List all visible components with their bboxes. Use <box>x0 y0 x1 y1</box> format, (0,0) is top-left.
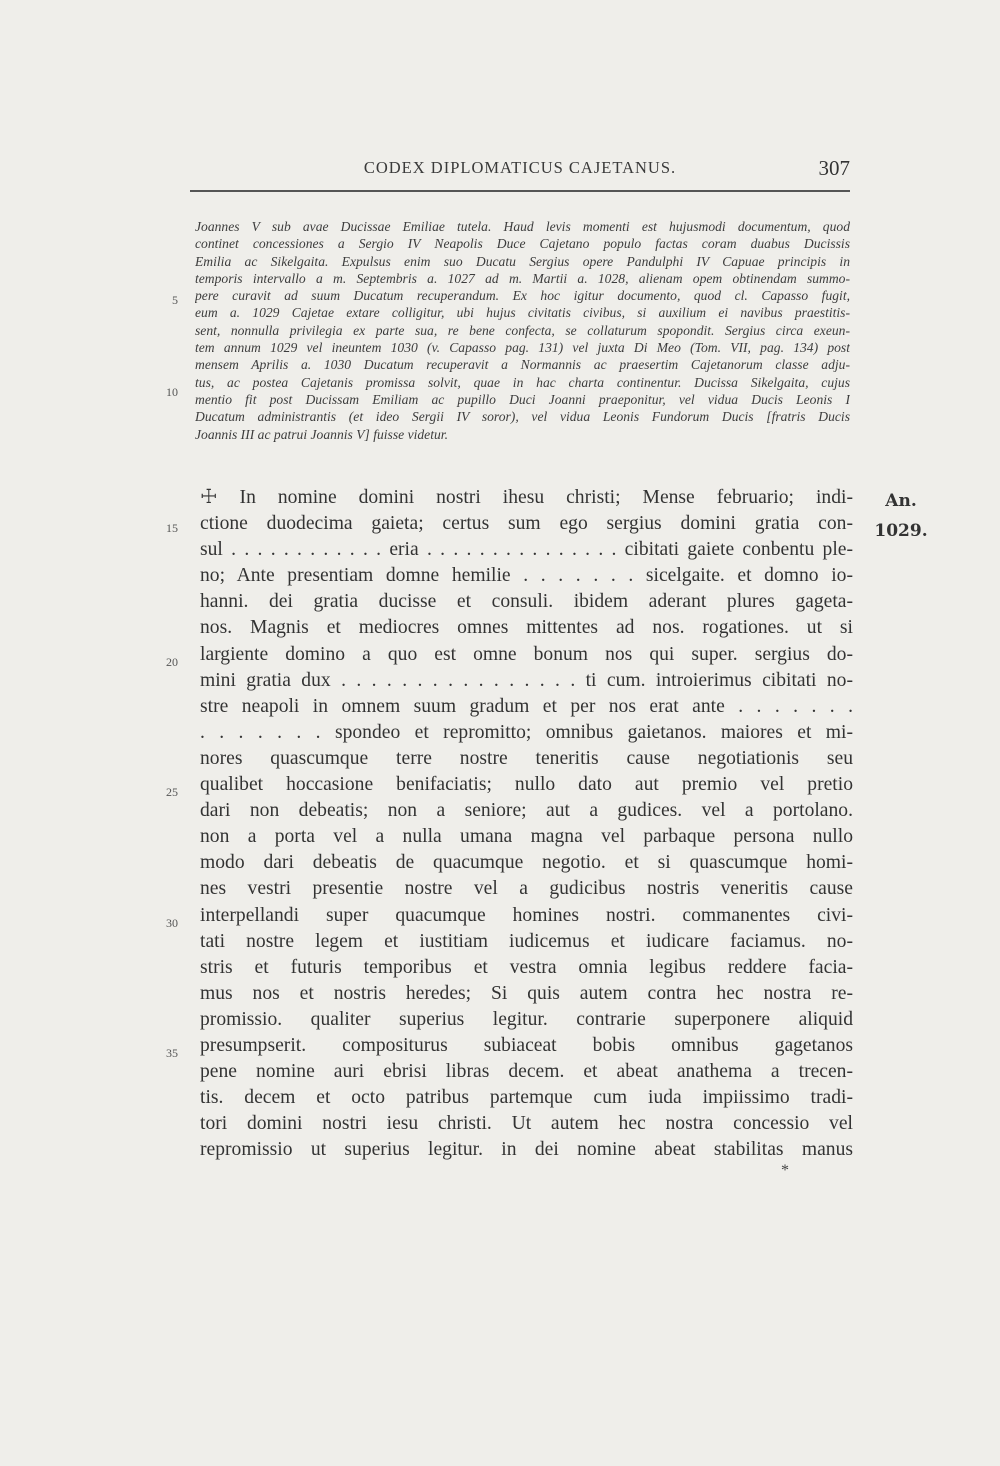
commentary-line: eum a. 1029 Cajetae extare colligitur, ubi hujus civitatis civibus, si auxilium ei navibus praestitis- <box>195 305 850 321</box>
commentary-line: pere curavit ad suum Ducatum recuperandum. Ex hoc igitur documento, quod cl. Capasso fugit, <box>195 288 850 304</box>
line-number: 20 <box>166 655 178 669</box>
signature-mark: * <box>781 1162 789 1179</box>
charter-line: qualibet hoccasione benifaciatis; nullo dato aut premio vel pretio <box>200 774 853 796</box>
charter-line: tati nostre legem et iustitiam iudicemus et iudicare faciamus. no- <box>200 930 853 952</box>
charter-line: pene nomine auri ebrisi libras decem. et abeat anathema a trecen- <box>200 1061 853 1083</box>
charter-line: ctione duodecima gaieta; certus sum ego sergius domini gratia con- <box>200 513 853 535</box>
charter-line: repromissio ut superius legitur. in dei nomine abeat stabilitas manus <box>200 1139 853 1161</box>
charter-line: mini gratia dux . . . . . . . . . . . . . . . . ti cum. introierimus cibitati no- <box>200 669 853 691</box>
commentary-line: temporis intervallo a m. Septembris a. 1027 ad m. Martii a. 1028, alienam opem obtinendam summo- <box>195 270 850 286</box>
commentary-line: tem annum 1029 vel ineuntem 1030 (v. Capasso pag. 131) vel juxta Di Meo (Tom. VII, pag. 134) post <box>195 340 850 356</box>
line-number: 15 <box>166 521 178 535</box>
margin-year-note <box>866 486 936 546</box>
charter-line: tis. decem et octo patribus partemque cum iuda impiissimo tradi- <box>200 1087 853 1109</box>
commentary-line: tus, ac postea Cajetanis promissa solvit, quae in hac charta continentur. Ducissa Sikelgaita, cujus <box>195 374 850 390</box>
charter-line: stre neapoli in omnem suum gradum et per nos erat ante . . . . . . . <box>200 695 853 717</box>
header-rule <box>190 190 850 192</box>
commentary-line: Emilia ac Sikelgaita. Expulsus enim suo Ducatu Sergius opere Pandulphi IV Capuae principis in <box>195 253 850 269</box>
commentary-line: sent, nonnulla privilegia ex parte sua, re bene confecta, se collaturum spopondit. Sergius circa exeun- <box>195 322 850 338</box>
commentary-block <box>195 218 850 443</box>
charter-line: hanni. dei gratia ducisse et consuli. ibidem aderant plures gageta- <box>200 591 853 613</box>
charter-line: nes vestri presentie nostre vel a gudicibus nostris veneritis cause <box>200 878 853 900</box>
margin-year-value: 1029. <box>874 521 928 541</box>
charter-line: non a porta vel a nulla umana magna vel parbaque persona nullo <box>200 826 853 848</box>
charter-line: nos. Magnis et mediocres omnes mittentes ad nos. rogationes. ut si <box>200 617 853 639</box>
charter-line: ☩ In nomine domini nostri ihesu christi; Mense februario; indi- <box>200 487 853 508</box>
commentary-line: Joannes V sub avae Ducissae Emiliae tutela. Haud levis momenti est hujusmodi documentum, quod <box>195 219 850 234</box>
running-header <box>190 158 850 184</box>
charter-line: no; Ante presentiam domne hemilie . . . . . . . sicelgaite. et domno io- <box>200 565 853 587</box>
charter-line: nores quascumque terre nostre teneritis cause negotiationis seu <box>200 747 853 769</box>
commentary-line: Ducatum administrantis (et ideo Sergii IV soror), vel vidua Leonis Fundorum Ducis [fratris Ducis <box>195 409 850 425</box>
charter-line: dari non debeatis; non a seniore; aut a gudices. vel a portolano. <box>200 800 853 822</box>
commentary-line: mentio fit post Ducissam Emiliam ac pupillo Duci Joanni praeponitur, vel vidua Ducis Leonis I <box>195 391 850 407</box>
commentary-line: mensem Aprilis a. 1030 Ducatum recuperavit a Normannis ac praesertim Cajetanorum classe adju- <box>195 357 850 373</box>
charter-line: interpellandi super quacumque homines nostri. commanentes civi- <box>200 904 853 926</box>
charter-line: promissio. qualiter superius legitur. contrarie superponere aliquid <box>200 1008 853 1030</box>
charter-line: sul . . . . . . . . . . . . eria . . . . . . . . . . . . . . . cibitati gaiete conbentu ple- <box>200 539 853 561</box>
margin-year-label: An. <box>885 491 917 511</box>
charter-text <box>200 485 853 1163</box>
charter-line: modo dari debeatis de quacumque negotio. et si quascumque homi- <box>200 852 853 874</box>
charter-line: . . . . . . . spondeo et repromitto; omnibus gaietanos. maiores et mi- <box>200 721 853 743</box>
line-number: 35 <box>166 1046 178 1060</box>
charter-line: largiente domino a quo est omne bonum nos qui super. sergius do- <box>200 643 853 665</box>
running-title: CODEX DIPLOMATICUS CAJETANUS. <box>363 158 677 177</box>
commentary-line: Joannis III ac patrui Joannis V] fuisse videtur. <box>195 426 448 442</box>
charter-line: mus nos et nostris heredes; Si quis autem contra hec nostra re- <box>200 982 853 1004</box>
charter-line: presumpserit. compositurus subiaceat bobis omnibus gagetanos <box>200 1034 853 1056</box>
line-number: 5 <box>172 293 178 307</box>
page-number: 307 <box>818 156 850 180</box>
line-number: 10 <box>166 385 178 399</box>
line-number: 25 <box>166 785 178 799</box>
charter-line: tori domini nostri iesu christi. Ut autem hec nostra concessio vel <box>200 1113 853 1135</box>
line-number: 30 <box>166 916 178 930</box>
charter-line: stris et futuris temporibus et vestra omnia legibus reddere facia- <box>200 956 853 978</box>
commentary-line: continet concessiones a Sergio IV Neapolis Duce Cajetano populo factas coram duabus Ducissis <box>195 236 850 252</box>
